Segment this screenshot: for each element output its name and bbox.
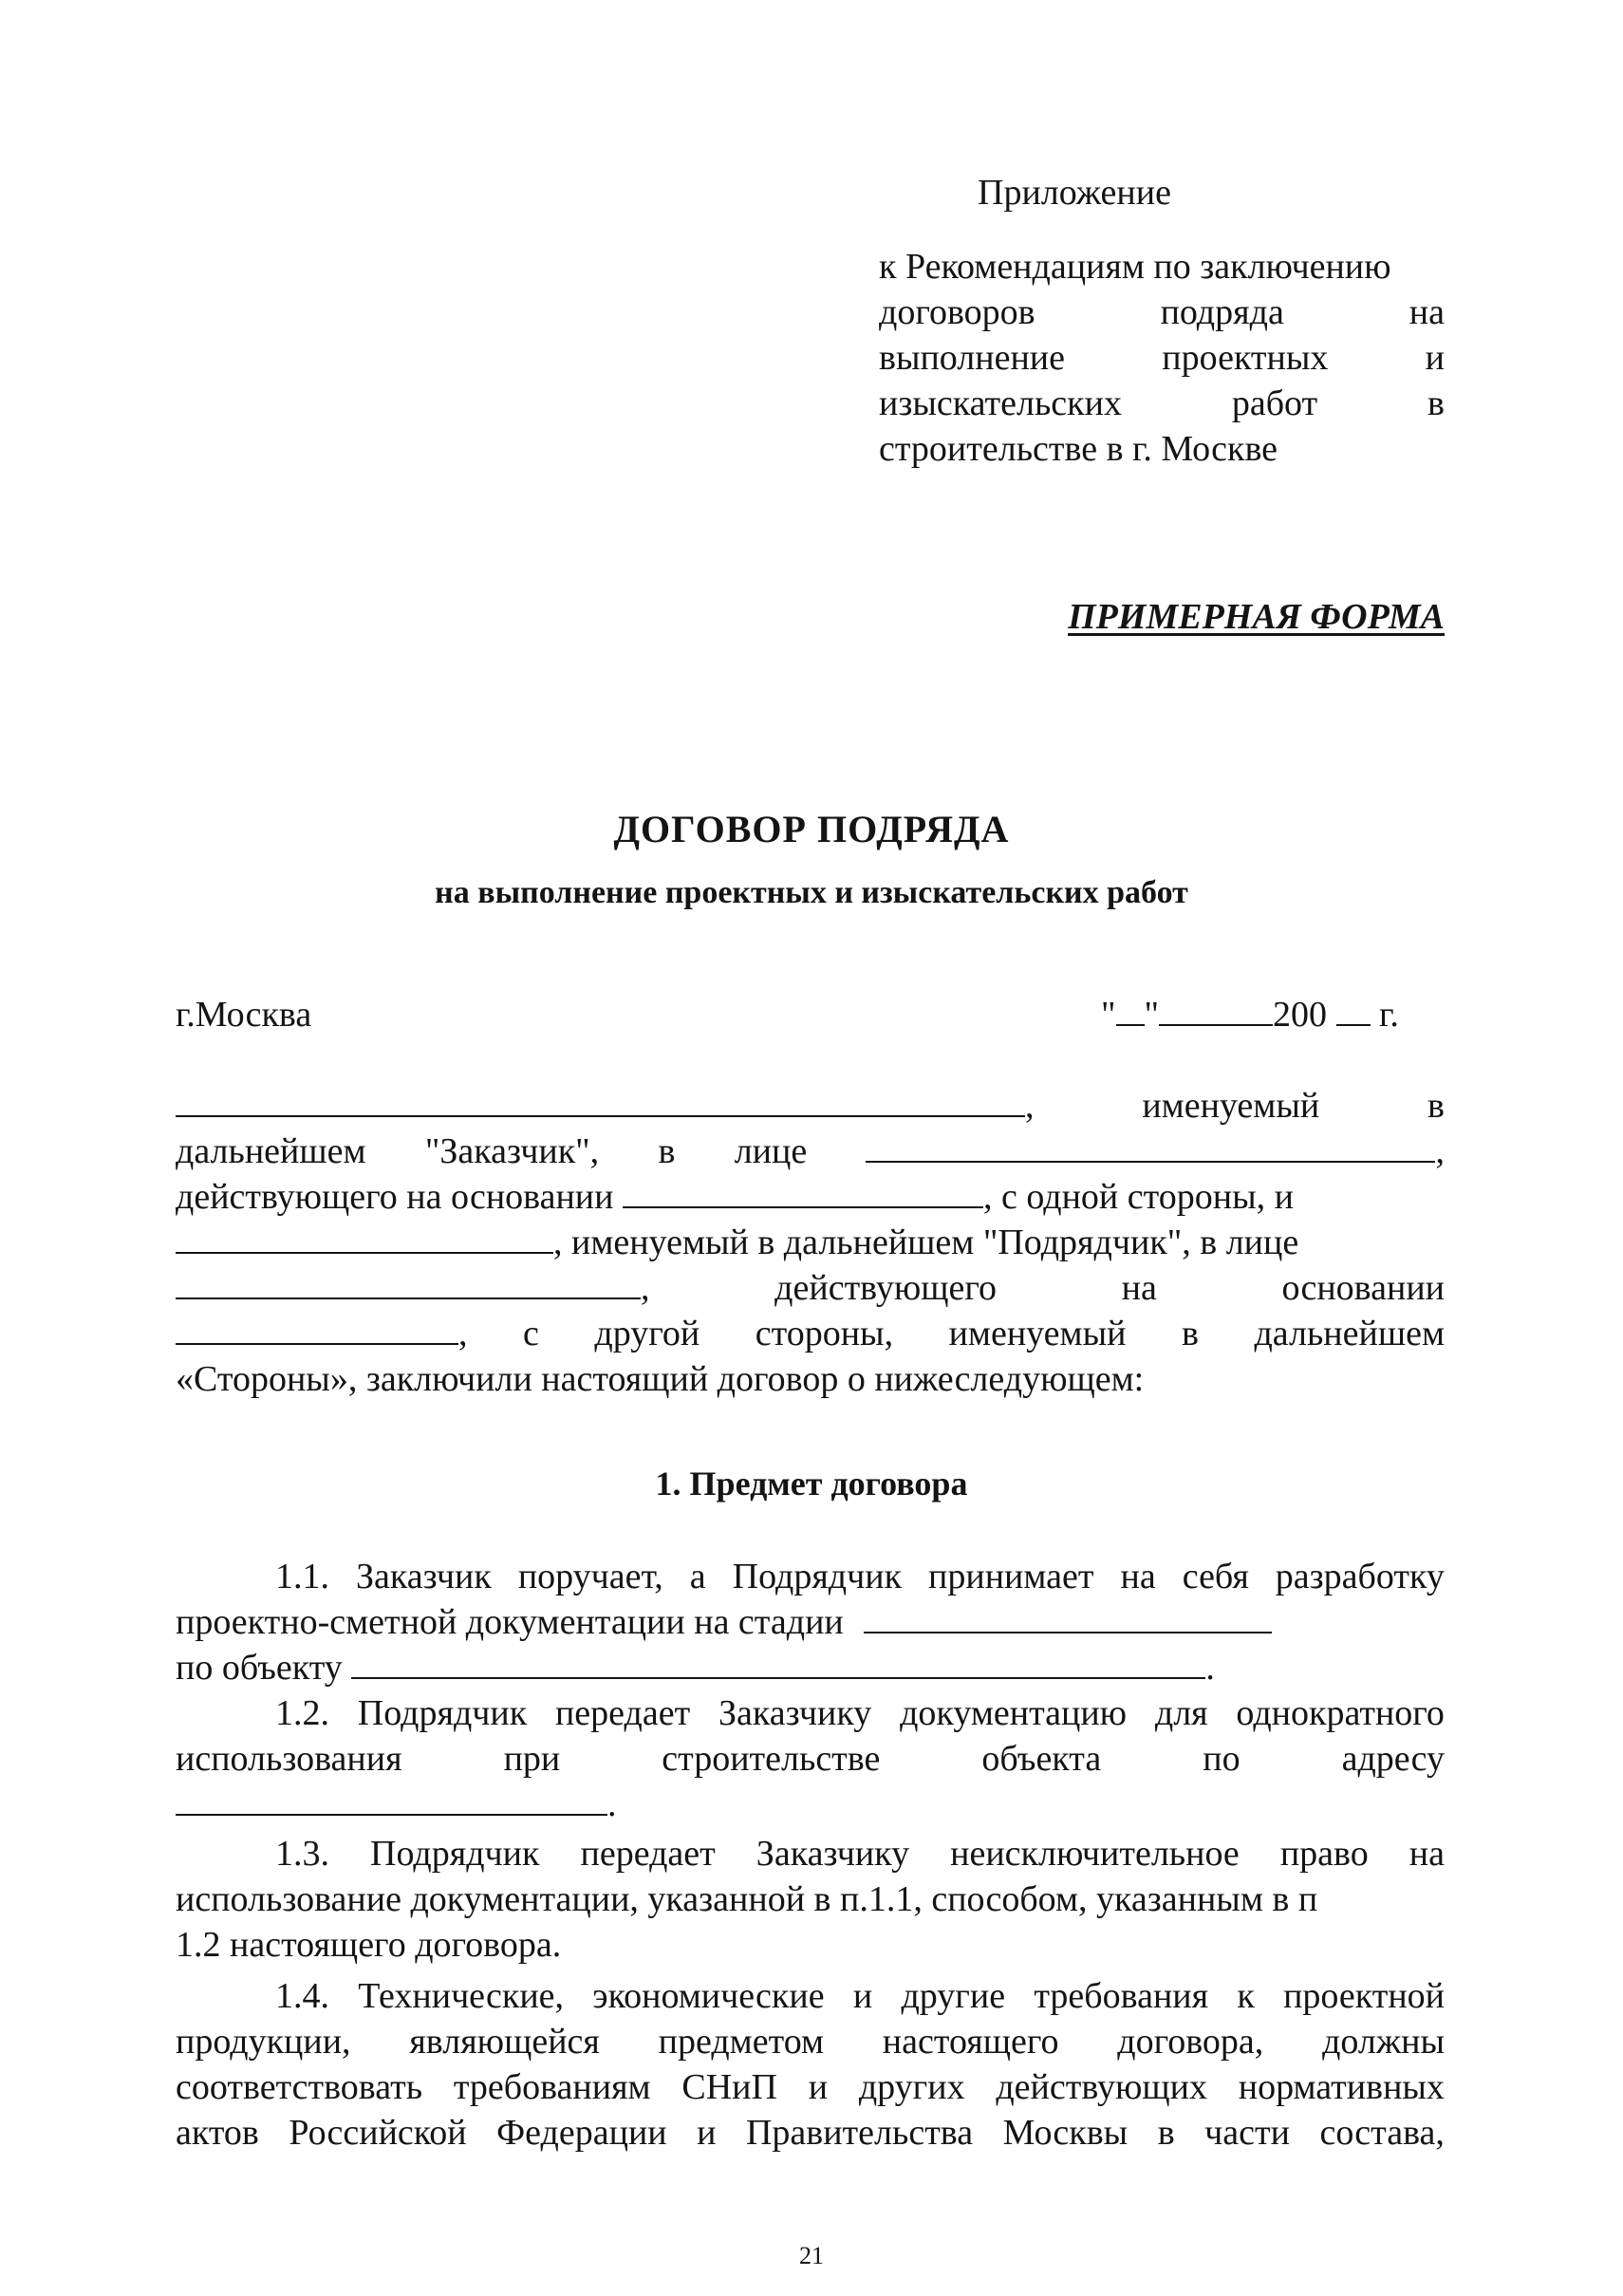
customer-representative-blank — [866, 1130, 1435, 1163]
text — [176, 1175, 1294, 1220]
text: договоров — [879, 292, 1035, 332]
clause-1-4-line-4 — [176, 2111, 1445, 2156]
text: договора, — [1117, 2022, 1264, 2062]
text: строительстве — [662, 1739, 881, 1779]
text — [176, 1266, 650, 1311]
text: и — [808, 2067, 829, 2107]
text: и — [1425, 338, 1445, 378]
sample-form-label: ПРИМЕРНАЯ ФОРМА — [1068, 597, 1445, 637]
text: передает — [580, 1834, 716, 1874]
text: документацию — [900, 1693, 1128, 1733]
text: дальнейшем — [1254, 1314, 1445, 1353]
contract-date — [1101, 993, 1399, 1037]
text: с — [523, 1314, 539, 1353]
clause-1-1-line-2 — [176, 1600, 1272, 1645]
contract-title: ДОГОВОР ПОДРЯДА — [613, 808, 1010, 850]
text: поручает, — [517, 1557, 663, 1596]
text: действующего — [774, 1268, 997, 1308]
year-blank — [1336, 994, 1371, 1026]
clause-1-3-line-2: использование документации, указанной в п.1.1, способом, указанным в п — [176, 1879, 1318, 1919]
text: предметом — [658, 2022, 825, 2062]
preamble-line-1 — [176, 1084, 1445, 1129]
text: объекта — [981, 1739, 1102, 1779]
text: 1.2. — [275, 1693, 329, 1733]
appendix-line-3 — [879, 336, 1445, 381]
text: Подрядчик — [370, 1834, 540, 1874]
text: принимает — [928, 1557, 1094, 1596]
address-blank — [176, 1783, 607, 1816]
preamble-line-6 — [176, 1312, 1445, 1356]
text: нормативных — [1238, 2067, 1445, 2107]
text: себя — [1182, 1557, 1249, 1596]
text: при — [503, 1739, 561, 1779]
text: Подрядчик — [732, 1557, 903, 1596]
text: по — [1203, 1739, 1241, 1779]
text: другие — [901, 1976, 1006, 2016]
text: Российской — [289, 2113, 467, 2153]
text: выполнение — [879, 338, 1066, 378]
text: актов — [176, 2113, 259, 2153]
text: к — [1237, 1976, 1255, 2016]
text: Подрядчик — [357, 1693, 528, 1733]
section-1-heading: 1. Предмет договора — [655, 1465, 968, 1503]
text: по объекту — [176, 1648, 343, 1688]
text: г. — [1379, 995, 1399, 1035]
text: право — [1279, 1834, 1369, 1874]
appendix-line-4 — [879, 382, 1445, 426]
text: проектной — [1283, 1976, 1445, 2016]
text: , — [1025, 1086, 1035, 1126]
text: дальнейшем — [176, 1131, 366, 1171]
text: , с одной стороны, и — [982, 1177, 1294, 1217]
text: и — [697, 2113, 717, 2153]
text: изыскательских — [879, 383, 1122, 423]
text: а — [689, 1557, 706, 1596]
contractor-name-blank — [176, 1222, 553, 1254]
clause-1-4-line-3 — [176, 2065, 1445, 2110]
clause-1-4-line-1 — [275, 1974, 1445, 2019]
preamble-line-2 — [176, 1129, 1445, 1174]
text: Заказчик — [356, 1557, 492, 1596]
text: Федерации — [496, 2113, 667, 2153]
text: требованиям — [453, 2067, 651, 2107]
text: СНиП — [681, 2067, 777, 2107]
text: 1.4. — [275, 1976, 329, 2016]
text: проектно-сметной документации на стадии — [176, 1602, 844, 1642]
text: соответствовать — [176, 2067, 423, 2107]
text: действующего на основании — [176, 1177, 614, 1217]
text: адресу — [1341, 1739, 1445, 1779]
text: 200 — [1273, 995, 1328, 1035]
contractor-representative-blank — [176, 1267, 641, 1299]
place-city: г.Москва — [176, 995, 312, 1035]
text: именуемый — [948, 1314, 1127, 1353]
text: " — [1101, 995, 1116, 1035]
text: проектных — [1162, 338, 1329, 378]
text: , — [641, 1268, 650, 1308]
text: работ — [1231, 383, 1318, 423]
text: должны — [1322, 2022, 1445, 2062]
text: использования — [176, 1739, 402, 1779]
appendix-line-1: к Рекомендациям по заключению — [879, 247, 1391, 287]
appendix-line-2 — [879, 290, 1445, 335]
text: в — [1181, 1314, 1199, 1353]
text: другой — [594, 1314, 700, 1353]
text — [176, 1084, 1035, 1129]
text: состава, — [1319, 2113, 1445, 2153]
text: на — [1121, 1268, 1157, 1308]
clause-1-1-line-3 — [176, 1646, 1215, 1690]
text: на — [1408, 1834, 1445, 1874]
text: однократного — [1236, 1693, 1445, 1733]
preamble-line-5 — [176, 1266, 1445, 1311]
day-blank — [1116, 994, 1145, 1026]
text: подряда — [1160, 292, 1284, 332]
preamble-line-4 — [176, 1221, 1298, 1265]
text: 1.3. — [275, 1834, 329, 1874]
clause-1-2-line-2 — [176, 1737, 1445, 1782]
text: именуемый — [1142, 1086, 1320, 1126]
text: для — [1154, 1693, 1208, 1733]
text: , — [458, 1314, 468, 1353]
stage-blank — [864, 1601, 1272, 1633]
text: действующих — [996, 2067, 1207, 2107]
clause-1-3-line-1 — [275, 1832, 1445, 1876]
text: лице — [734, 1131, 808, 1171]
text: Заказчику — [756, 1834, 910, 1874]
text: настоящего — [882, 2022, 1059, 2062]
text: 1.1. — [275, 1557, 329, 1596]
text: требования — [1034, 1976, 1209, 2016]
text: разработку — [1275, 1557, 1445, 1596]
text — [866, 1129, 1445, 1174]
contractor-basis-blank — [176, 1313, 458, 1345]
text: экономические — [592, 1976, 825, 2016]
text: в — [1157, 2113, 1175, 2153]
text: . — [1205, 1648, 1215, 1688]
text: " — [1144, 995, 1160, 1035]
appendix-heading: Приложение — [978, 173, 1171, 213]
text: в — [1427, 383, 1445, 423]
text: и — [852, 1976, 873, 2016]
clause-1-2-line-3 — [176, 1783, 617, 1827]
text: на — [1408, 292, 1445, 332]
text: на — [1120, 1557, 1156, 1596]
contract-subtitle: на выполнение проектных и изыскательских работ — [435, 875, 1188, 910]
customer-basis-blank — [623, 1176, 983, 1208]
text: стороны, — [755, 1314, 894, 1353]
text: в — [1427, 1086, 1445, 1126]
preamble-line-7: «Стороны», заключили настоящий договор о нижеследующем: — [176, 1359, 1145, 1399]
text: передает — [554, 1693, 691, 1733]
text: . — [607, 1784, 617, 1824]
text: в — [658, 1131, 676, 1171]
text — [176, 1312, 468, 1356]
text: основании — [1281, 1268, 1445, 1308]
object-blank — [351, 1647, 1205, 1679]
text: Правительства — [745, 2113, 974, 2153]
text: Заказчику — [718, 1693, 872, 1733]
text: , именуемый в дальнейшем "Подрядчик", в лице — [553, 1223, 1299, 1262]
text: , — [1435, 1131, 1445, 1171]
clause-1-3-line-3: 1.2 настоящего договора. — [176, 1925, 562, 1965]
text: "Заказчик", — [424, 1131, 600, 1171]
text: являющейся — [409, 2022, 600, 2062]
clause-1-2-line-1 — [275, 1691, 1445, 1736]
text: неисключительное — [950, 1834, 1240, 1874]
clause-1-4-line-2 — [176, 2020, 1445, 2064]
preamble-line-3 — [176, 1175, 1445, 1220]
text: Технические, — [358, 1976, 565, 2016]
text: других — [858, 2067, 965, 2107]
page-number: 21 — [799, 2242, 824, 2269]
appendix-line-5: строительстве в г. Москве — [879, 429, 1278, 469]
customer-name-blank — [176, 1085, 1025, 1117]
text: продукции, — [176, 2022, 351, 2062]
clause-1-1-line-1 — [275, 1555, 1445, 1599]
month-blank — [1159, 994, 1273, 1026]
text: части — [1204, 2113, 1290, 2153]
text: Москвы — [1002, 2113, 1129, 2153]
